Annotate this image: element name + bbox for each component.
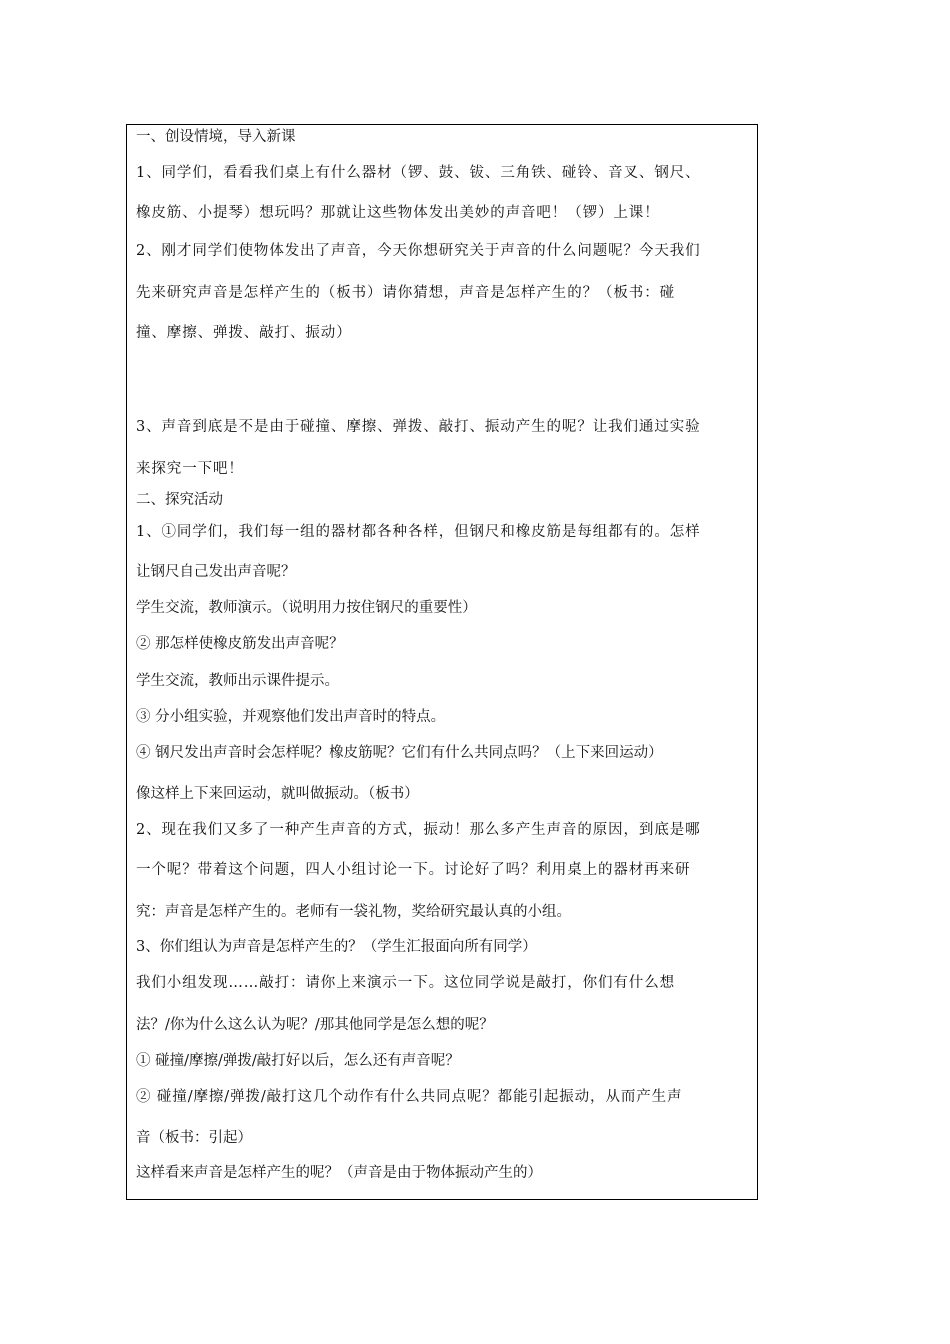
paragraph-line: ② 那怎样使橡皮筋发出声音呢？	[136, 636, 344, 652]
paragraph-line: 我们小组发现……敲打：请你上来演示一下。这位同学说是敲打，你们有什么想	[136, 975, 675, 991]
paragraph-line: 让钢尺自己发出声音呢？	[136, 564, 296, 580]
paragraph-line: 来探究一下吧！	[136, 461, 244, 477]
paragraph-line: 像这样上下来回运动，就叫做振动。（板书）	[136, 786, 419, 802]
paragraph-line: 学生交流，教师演示。（说明用力按住钢尺的重要性）	[136, 600, 477, 616]
paragraph-line: 1、①同学们，我们每一组的器材都各种各样，但钢尺和橡皮筋是每组都有的。怎样	[136, 524, 701, 540]
paragraph-line: ④ 钢尺发出声音时会怎样呢？橡皮筋呢？它们有什么共同点吗？（上下来回运动）	[136, 745, 663, 761]
paragraph-line: 3、声音到底是不是由于碰撞、摩擦、弹拨、敲打、振动产生的呢？让我们通过实验	[136, 419, 701, 435]
paragraph-line: 先来研究声音是怎样产生的（板书）请你猜想，声音是怎样产生的？（板书：碰	[136, 285, 675, 301]
paragraph-line: ① 碰撞/摩擦/弹拨/敲打好以后，怎么还有声音呢？	[136, 1053, 460, 1069]
paragraph-line: ③ 分小组实验，并观察他们发出声音时的特点。	[136, 709, 446, 725]
paragraph-line: 一个呢？带着这个问题，四人小组讨论一下。讨论好了吗？利用桌上的器材再来研	[136, 862, 691, 878]
paragraph-line: 3、你们组认为声音是怎样产生的？（学生汇报面向所有同学）	[136, 939, 537, 955]
paragraph-line: 这样看来声音是怎样产生的呢？（声音是由于物体振动产生的）	[136, 1165, 542, 1181]
paragraph-line: 音（板书：引起）	[136, 1130, 252, 1146]
paragraph-line: 法？/你为什么这么认为呢？/那其他同学是怎么想的呢？	[136, 1017, 494, 1033]
paragraph-line: ② 碰撞/摩擦/弹拨/敲打这几个动作有什么共同点呢？都能引起振动，从而产生声	[136, 1089, 683, 1105]
paragraph-line: 2、刚才同学们使物体发出了声音，今天你想研究关于声音的什么问题呢？今天我们	[136, 243, 701, 259]
section-heading-intro: 一、创设情境，导入新课	[136, 129, 296, 145]
paragraph-line: 1、同学们，看看我们桌上有什么器材（锣、鼓、钹、三角铁、碰铃、音叉、钢尺、	[136, 165, 701, 181]
paragraph-line: 学生交流，教师出示课件提示。	[136, 673, 339, 689]
paragraph-line: 2、现在我们又多了一种产生声音的方式，振动！那么多产生声音的原因，到底是哪	[136, 822, 701, 838]
paragraph-line: 究：声音是怎样产生的。老师有一袋礼物，奖给研究最认真的小组。	[136, 904, 571, 920]
paragraph-line: 橡皮筋、小提琴）想玩吗？那就让这些物体发出美妙的声音吧！（锣）上课！	[136, 205, 660, 221]
paragraph-line: 撞、摩擦、弹拨、敲打、振动）	[136, 325, 352, 341]
section-heading-activity: 二、探究活动	[136, 492, 223, 508]
